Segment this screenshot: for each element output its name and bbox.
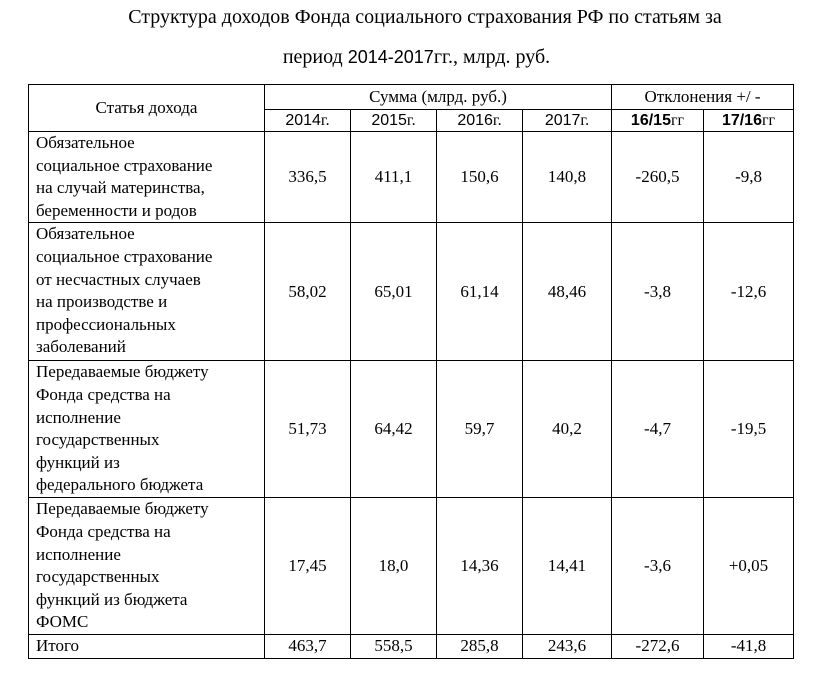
row-label: [29, 361, 265, 498]
cell-2016: 59,7: [437, 361, 523, 498]
year-num: 2015: [371, 112, 407, 129]
row-label: [29, 132, 265, 223]
label-line: Фонда средства на: [36, 384, 171, 404]
cell-2014: 17,45: [265, 498, 351, 635]
header-deviations: Отклонения +/ -: [612, 85, 794, 110]
cell-2016: 61,14: [437, 223, 523, 361]
dev-num: 16/15: [630, 112, 671, 129]
total-dev-17-16: -41,8: [704, 635, 794, 659]
header-item: Статья дохода: [29, 85, 265, 132]
label-line: Обязательное: [36, 133, 135, 152]
label-line: от несчастных случаев: [36, 269, 201, 289]
table-row: [29, 361, 794, 498]
header-year-2014: [265, 110, 351, 132]
total-2015: 558,5: [351, 635, 437, 659]
year-num: 2017: [544, 112, 581, 129]
cell-2014: 58,02: [265, 223, 351, 361]
cell-dev-17-16: +0,05: [704, 498, 794, 635]
year-num: 2014: [285, 112, 321, 129]
table-row: [29, 132, 794, 223]
label-line: функций из: [36, 452, 120, 472]
dev-num: 17/16: [721, 112, 762, 129]
cell-2015: 411,1: [351, 132, 437, 223]
label-line: исполнение: [36, 407, 121, 427]
cell-dev-16-15: -3,6: [612, 498, 704, 635]
label-line: Передаваемые бюджету: [36, 362, 209, 382]
table-row: [29, 498, 794, 635]
label-line: функций из бюджета: [36, 589, 188, 609]
title-years: 2014-2017: [347, 47, 434, 67]
label-line: социальное страхование: [36, 246, 213, 266]
document-title-line-2: [0, 45, 833, 69]
label-line: ФОМС: [36, 612, 89, 632]
cell-2016: 150,6: [437, 132, 523, 223]
label-line: федерального бюджета: [36, 475, 204, 495]
cell-dev-16-15: -4,7: [612, 361, 704, 498]
dev-suffix: гг: [761, 112, 776, 129]
row-label: [29, 498, 265, 635]
total-label: Итого: [29, 635, 265, 659]
title-suffix: гг., млрд. руб.: [433, 46, 551, 68]
cell-2017: 48,46: [523, 223, 612, 361]
total-2016: 285,8: [437, 635, 523, 659]
header-year-2017: [523, 110, 612, 132]
dev-suffix: гг: [670, 112, 685, 129]
label-line: социальное страхование: [36, 155, 213, 175]
label-line: на случай материнства,: [36, 178, 205, 198]
header-row-1: [29, 85, 794, 110]
cell-2017: 14,41: [523, 498, 612, 635]
total-2017: 243,6: [523, 635, 612, 659]
label-line: Фонда средства на: [36, 521, 171, 541]
header-sum: Сумма (млрд. руб.): [265, 85, 612, 110]
label-line: Передаваемые бюджету: [36, 499, 209, 519]
label-line: государственных: [36, 430, 160, 450]
cell-2017: 40,2: [523, 361, 612, 498]
total-2014: 463,7: [265, 635, 351, 659]
year-suffix: г.: [320, 112, 330, 129]
cell-dev-17-16: -9,8: [704, 132, 794, 223]
year-suffix: г.: [580, 112, 590, 129]
cell-dev-16-15: -3,8: [612, 223, 704, 361]
label-line: профессиональных: [36, 314, 176, 334]
label-line: Обязательное: [36, 224, 135, 244]
year-num: 2016: [457, 112, 493, 129]
header-dev-16-15: [612, 110, 704, 132]
cell-2015: 64,42: [351, 361, 437, 498]
cell-2014: 51,73: [265, 361, 351, 498]
cell-2015: 18,0: [351, 498, 437, 635]
year-suffix: г.: [406, 112, 416, 129]
cell-2016: 14,36: [437, 498, 523, 635]
cell-2014: 336,5: [265, 132, 351, 223]
label-line: заболеваний: [36, 337, 126, 357]
label-line: на производстве и: [36, 292, 168, 312]
table-row: [29, 223, 794, 361]
label-line: исполнение: [36, 544, 121, 564]
cell-dev-16-15: -260,5: [612, 132, 704, 223]
cell-dev-17-16: -12,6: [704, 223, 794, 361]
header-dev-17-16: [704, 110, 794, 132]
header-year-2016: [437, 110, 523, 132]
header-year-2015: [351, 110, 437, 132]
title-prefix: период: [282, 46, 348, 68]
total-dev-16-15: -272,6: [612, 635, 704, 659]
total-row: [29, 635, 794, 659]
year-suffix: г.: [492, 112, 502, 129]
cell-dev-17-16: -19,5: [704, 361, 794, 498]
document-title-line-1: Структура доходов Фонда социального страхования РФ по статьям за: [128, 6, 722, 28]
cell-2015: 65,01: [351, 223, 437, 361]
row-label: [29, 223, 265, 361]
label-line: беременности и родов: [36, 200, 197, 220]
cell-2017: 140,8: [523, 132, 612, 223]
label-line: государственных: [36, 567, 160, 587]
income-structure-table: [28, 84, 794, 659]
